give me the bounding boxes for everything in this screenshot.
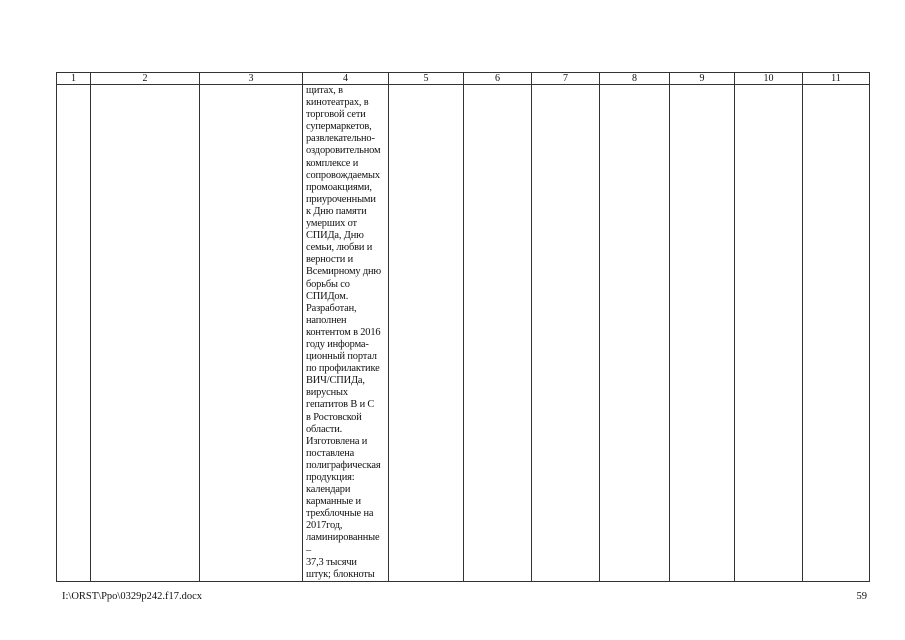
col-header-8: 8 bbox=[600, 73, 670, 85]
cell-col-1 bbox=[57, 85, 91, 582]
cell-col-11 bbox=[803, 85, 870, 582]
col-header-9: 9 bbox=[670, 73, 735, 85]
cell-col-4 bbox=[303, 85, 389, 582]
cell-col-4-text: щитах, в кинотеатрах, в торговой сети супермаркетов, развлекательно- оздоровительном комплексе и сопровождаемых промоакциями, приуроченными к Дню памяти умерших от СПИДа, Дню семьи, любви и верности и Всемирному дню борьбы со СПИДом. Разработан, наполнен контентом в 2016 году информа- ционный портал по профилактике ВИЧ/СПИДа, вирусных гепатитов В и С в Ростовской области. Изготовлена и поставлена полиграфическая продукция: календари карманные и трехблочные на 2017год, ламинированные – 37,3 тысячи штук; блокноты bbox=[306, 85, 382, 580]
data-table bbox=[56, 72, 870, 582]
col-header-5: 5 bbox=[389, 73, 464, 85]
col-header-6: 6 bbox=[464, 73, 532, 85]
col-header-4: 4 bbox=[303, 73, 389, 85]
col-header-7: 7 bbox=[532, 73, 600, 85]
col-header-3: 3 bbox=[200, 73, 303, 85]
table-header-row bbox=[57, 73, 870, 85]
cell-col-7 bbox=[532, 85, 600, 582]
cell-col-10 bbox=[735, 85, 803, 582]
col-header-11: 11 bbox=[803, 73, 870, 85]
col-header-10: 10 bbox=[735, 73, 803, 85]
cell-col-2 bbox=[91, 85, 200, 582]
cell-col-5 bbox=[389, 85, 464, 582]
col-header-1: 1 bbox=[57, 73, 91, 85]
page-number: 59 bbox=[856, 591, 867, 602]
cell-col-9 bbox=[670, 85, 735, 582]
cell-col-8 bbox=[600, 85, 670, 582]
table-row bbox=[57, 85, 870, 582]
cell-col-3 bbox=[200, 85, 303, 582]
cell-col-6 bbox=[464, 85, 532, 582]
col-header-2: 2 bbox=[91, 73, 200, 85]
footer-file-path: I:\ORST\Ppo\0329p242.f17.docx bbox=[62, 591, 203, 602]
